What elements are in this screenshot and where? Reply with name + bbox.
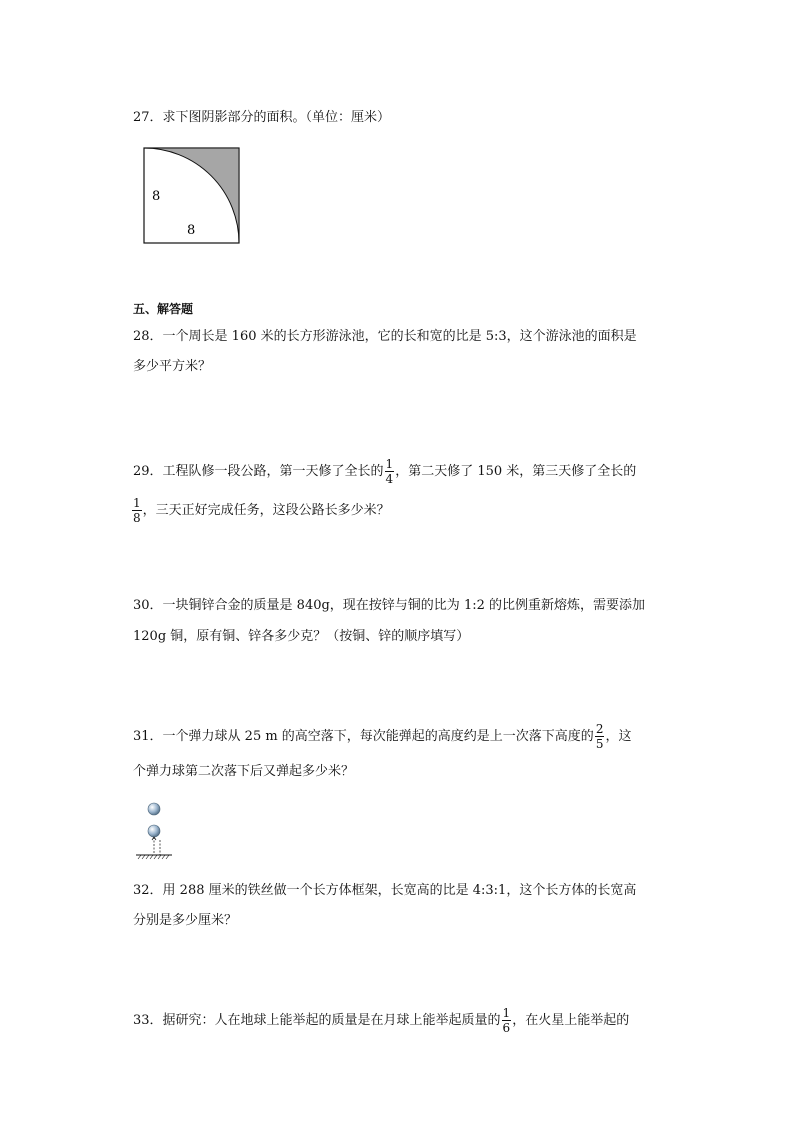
q29-part2: ，第二天修了 150 米，第三天修了全长的 — [395, 464, 637, 479]
fraction-denominator: 4 — [385, 472, 394, 486]
fraction-denominator: 8 — [133, 511, 141, 525]
q28-line1: 28．一个周长是 160 米的长方形游泳池，它的长和宽的比是 5:3，这个游泳池的面积是 — [133, 329, 637, 344]
q27-text: 27．求下图阴影部分的面积。（单位：厘米） — [133, 110, 391, 125]
label-horizontal: 8 — [187, 223, 196, 238]
q33-line1 — [133, 1004, 629, 1038]
q30-line2: 120g 铜，原有铜、锌各多少克？（按铜、锌的顺序填写） — [133, 629, 470, 644]
q33-part2: ，在火星上能举起的 — [512, 1013, 630, 1028]
q32-line1: 32．用 288 厘米的铁丝做一个长方体框架，长宽高的比是 4:3:1，这个长方体的长宽高 — [133, 883, 637, 898]
fraction-numerator: 1 — [385, 457, 394, 471]
label-vertical: 8 — [152, 189, 161, 204]
q31-part1: 31．一个弹力球从 25 m 的高空落下，每次能弹起的高度约是上一次落下高度的 — [133, 729, 594, 744]
q33-part1: 33．据研究：人在地球上能举起的质量是在月球上能举起质量的 — [133, 1013, 501, 1028]
fraction-numerator: 1 — [502, 1006, 511, 1020]
q29-part3: ，三天正好完成任务，这段公路长多少米？ — [142, 503, 390, 518]
fraction-denominator: 6 — [502, 1021, 511, 1035]
q32-line2: 分别是多少厘米？ — [133, 913, 238, 928]
q33-fraction — [502, 1006, 512, 1035]
q27-figure — [140, 142, 246, 246]
q29-part1: 29．工程队修一段公路，第一天修了全长的 — [133, 464, 384, 479]
q29-fraction-1 — [385, 457, 395, 486]
ball-bottom — [148, 825, 160, 837]
q31-fraction — [595, 722, 605, 751]
fraction-denominator: 5 — [595, 737, 604, 751]
fraction-numerator: 2 — [595, 722, 604, 736]
bouncing-ball-figure — [134, 800, 174, 860]
q29-line1 — [133, 455, 636, 489]
q31-line2: 个弹力球第二次落下后又弹起多少米？ — [133, 764, 355, 779]
fraction-numerator: 1 — [133, 496, 141, 510]
q28-line2: 多少平方米？ — [133, 359, 212, 374]
ball-top — [148, 803, 160, 815]
q31-part2: ，这 — [605, 729, 632, 744]
q30-line1: 30．一块铜锌合金的质量是 840g，现在按锌与铜的比为 1:2 的比例重新熔炼，需要添加 — [133, 598, 645, 613]
q29-fraction-2 — [132, 496, 142, 525]
q29-line2 — [131, 494, 390, 528]
section-title: 五、解答题 — [133, 302, 194, 316]
q31-line1 — [133, 720, 631, 754]
